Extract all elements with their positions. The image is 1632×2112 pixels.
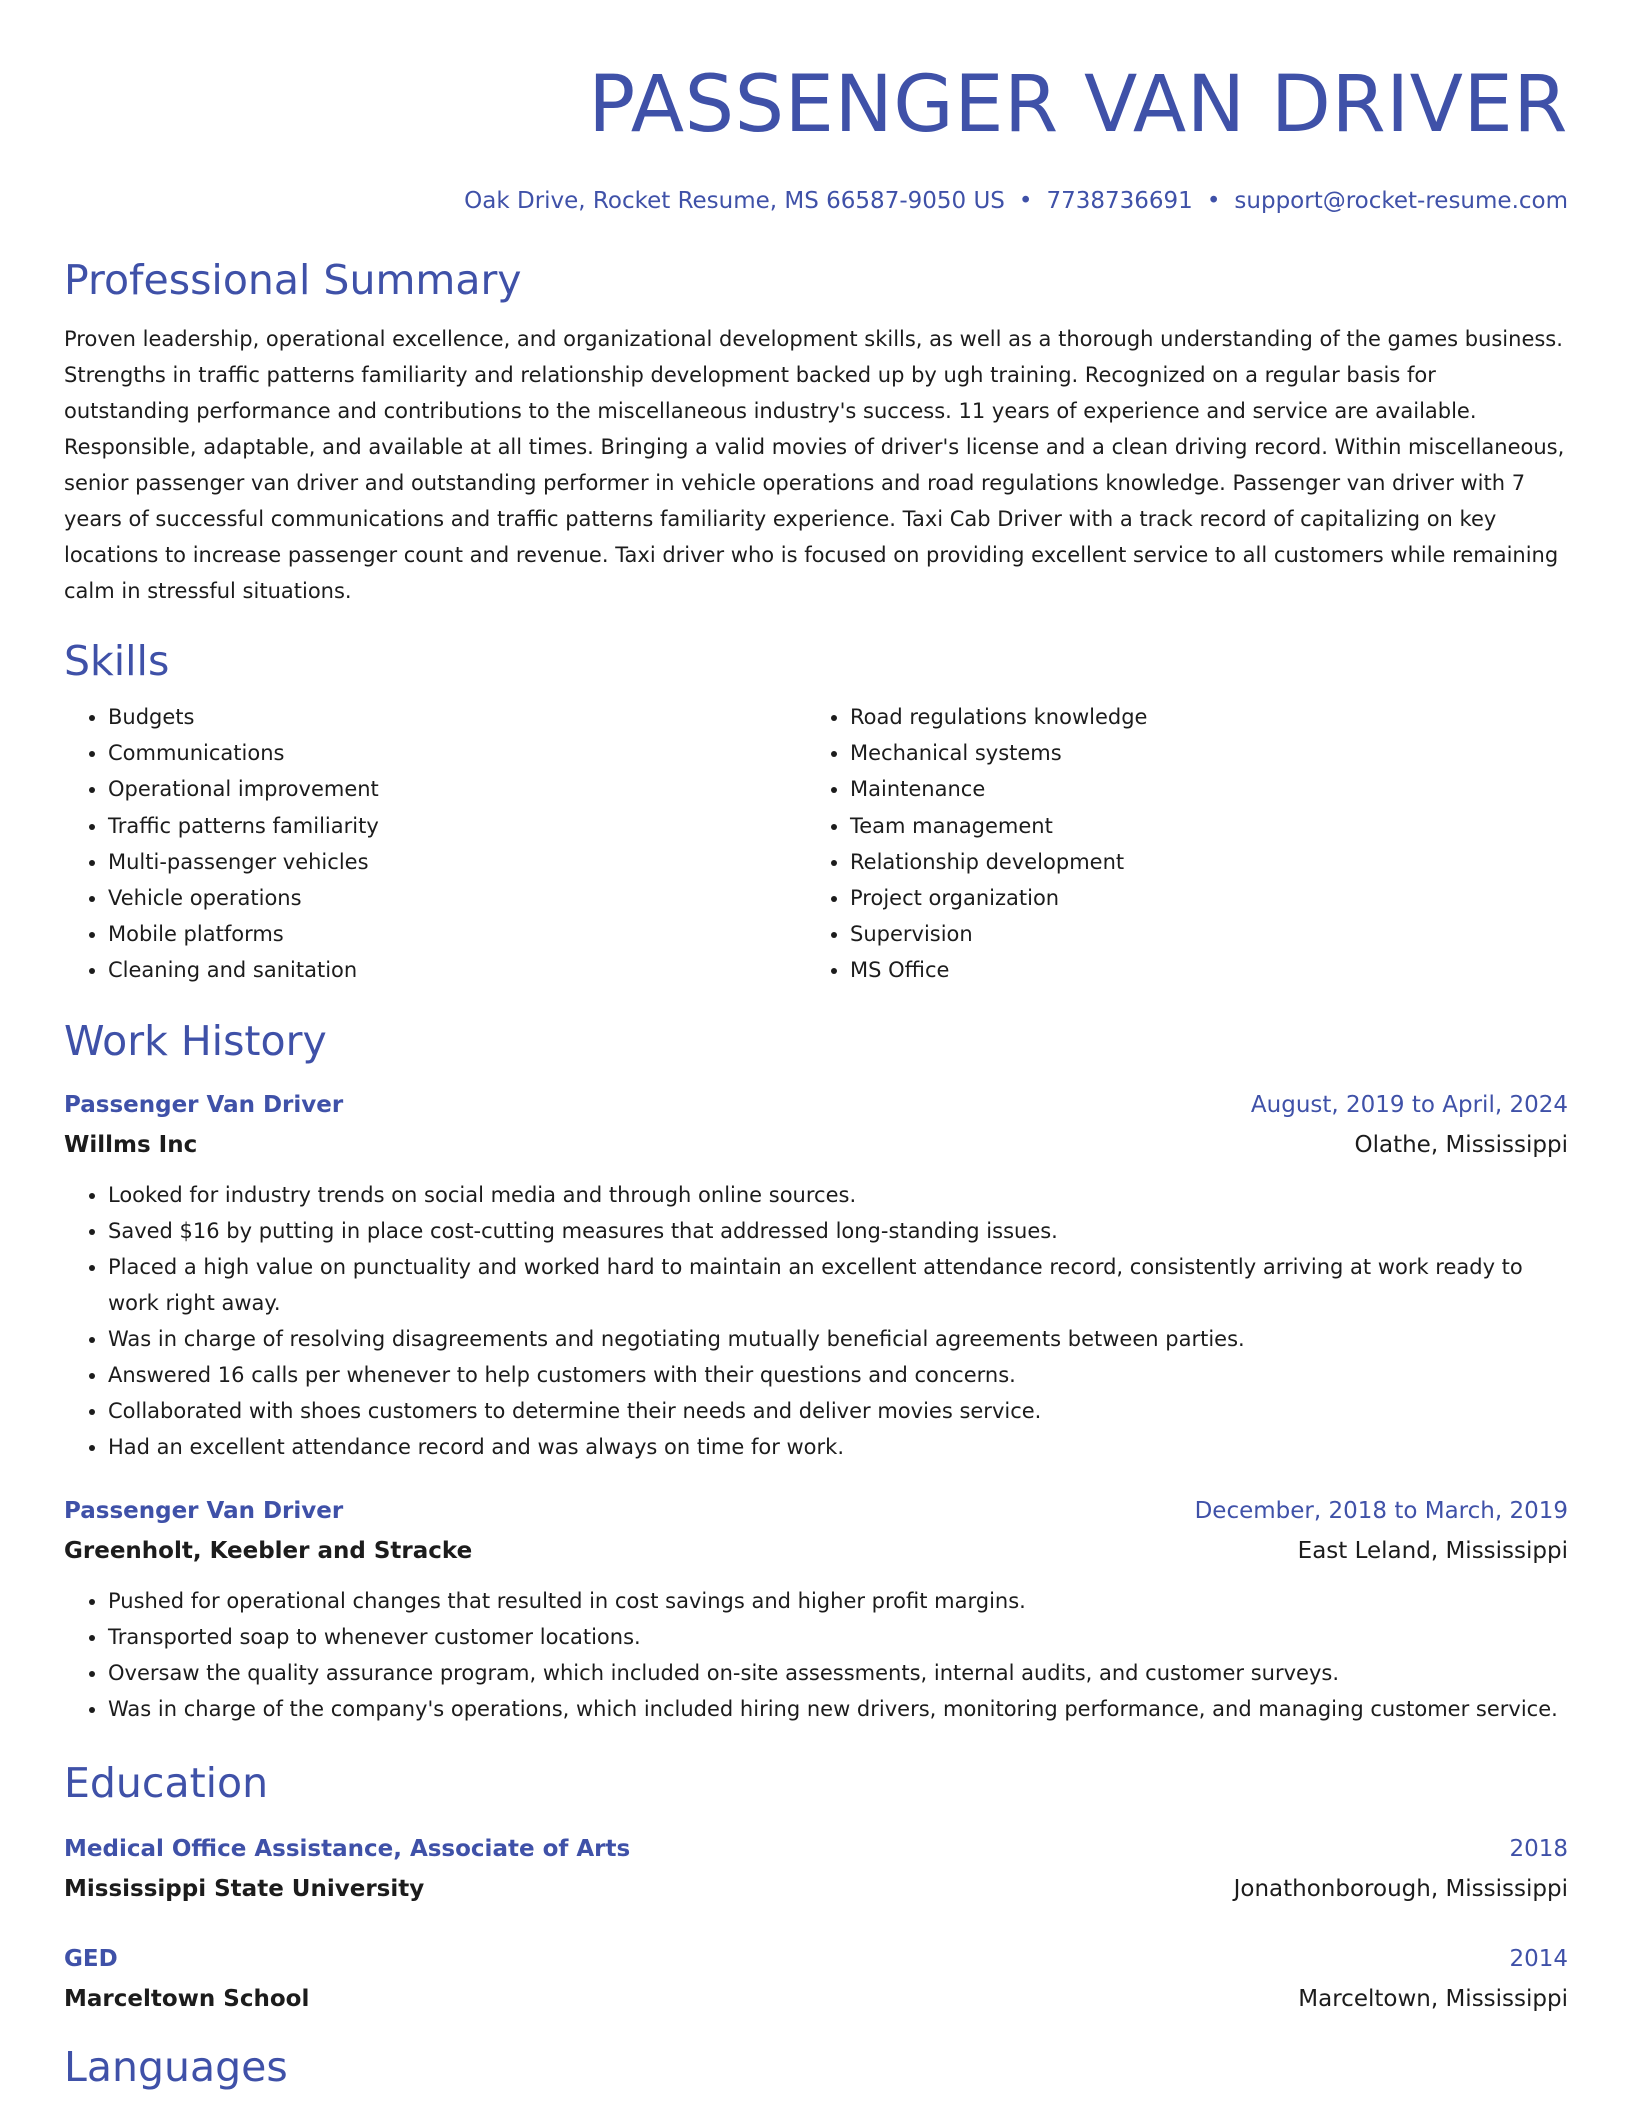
list-item: • Cleaning and sanitation <box>108 952 806 988</box>
list-item: • Operational improvement <box>108 771 806 807</box>
education-entry <box>64 1939 1568 2019</box>
education-location: Jonathonborough, Mississippi <box>1233 1875 1568 1902</box>
contact-line <box>64 186 1568 216</box>
job-entry <box>64 1491 1568 1727</box>
page-title: PASSENGER VAN DRIVER <box>588 60 1568 150</box>
list-item: • Was in charge of the company's operations, which included hiring new drivers, monitoring performance, and managing customer service. <box>108 1691 1568 1727</box>
contact-email: support@rocket-resume.com <box>1234 188 1568 214</box>
list-item: • Road regulations knowledge <box>850 699 1548 735</box>
list-item: • Answered 16 calls per whenever to help customers with their questions and concerns. <box>108 1357 1568 1393</box>
contact-address: Oak Drive, Rocket Resume, MS 66587-9050 US <box>464 188 1005 214</box>
job-company: Willms Inc <box>64 1131 198 1158</box>
job-role: Passenger Van Driver <box>64 1091 344 1118</box>
list-item: • Placed a high value on punctuality and worked hard to maintain an excellent attendance record, consistently arriving at work ready to work right away. <box>108 1249 1568 1321</box>
list-item: • Supervision <box>850 916 1548 952</box>
skills-column-right <box>806 699 1548 989</box>
job-entry <box>64 1085 1568 1465</box>
job-location: Olathe, Mississippi <box>1354 1131 1568 1158</box>
education-degree: Medical Office Assistance, Associate of Arts <box>64 1835 631 1862</box>
section-title-education: Education <box>64 1758 269 1807</box>
list-item: • Oversaw the quality assurance program, which included on-site assessments, internal audits, and customer surveys. <box>108 1655 1568 1691</box>
resume-page <box>64 0 1568 2093</box>
contact-separator: • <box>1206 188 1221 214</box>
job-dates: August, 2019 to April, 2024 <box>1250 1091 1568 1118</box>
list-item: • Budgets <box>108 699 806 735</box>
job-company: Greenholt, Keebler and Stracke <box>64 1537 473 1564</box>
list-item: • Multi-passenger vehicles <box>108 844 806 880</box>
education-year: 2014 <box>1509 1945 1568 1972</box>
summary-text: Proven leadership, operational excellence, and organizational development skills, as well as a thorough understanding of the games business. Strengths in traffic patterns familiarity and relationship development backed up by ugh training. Recognized on a regular basis for outstanding performance and contributions to the miscellaneous industry's success. 11 years of experience and service are available. Responsible, adaptable, and available at all times. Bringing a valid movies of driver's license and a clean driving record. Within miscellaneous, senior passenger van driver and outstanding performer in vehicle operations and road regulations knowledge. Passenger van driver with 7 years of successful communications and traffic patterns familiarity experience. Taxi Cab Driver with a track record of capitalizing on key locations to increase passenger count and revenue. Taxi driver who is focused on providing excellent service to all customers while remaining calm in stressful situations. <box>64 327 1565 603</box>
list-item: • Team management <box>850 808 1548 844</box>
job-location: East Leland, Mississippi <box>1297 1537 1568 1564</box>
education-year: 2018 <box>1509 1835 1568 1862</box>
education-school: Mississippi State University <box>64 1875 425 1902</box>
education-entry <box>64 1829 1568 1909</box>
list-item: • Communications <box>108 735 806 771</box>
list-item: • Project organization <box>850 880 1548 916</box>
list-item: • Collaborated with shoes customers to determine their needs and deliver movies service. <box>108 1393 1568 1429</box>
list-item: • Looked for industry trends on social media and through online sources. <box>108 1177 1568 1213</box>
list-item: • Maintenance <box>850 771 1548 807</box>
list-item: • MS Office <box>850 952 1548 988</box>
section-title-skills: Skills <box>64 637 170 685</box>
list-item: • Pushed for operational changes that resulted in cost savings and higher profit margins. <box>108 1583 1568 1619</box>
list-item: • Mechanical systems <box>850 735 1548 771</box>
list-item: • Had an excellent attendance record and was always on time for work. <box>108 1429 1568 1465</box>
skills-column-left <box>64 699 806 989</box>
job-role: Passenger Van Driver <box>64 1497 344 1524</box>
job-bullets <box>64 1583 1568 1727</box>
job-bullets <box>64 1177 1568 1465</box>
skills-list <box>64 699 1568 989</box>
contact-phone: 7738736691 <box>1046 188 1193 214</box>
list-item: • Vehicle operations <box>108 880 806 916</box>
contact-separator: • <box>1018 188 1033 214</box>
education-location: Marceltown, Mississippi <box>1298 1985 1568 2012</box>
list-item: • Transported soap to whenever customer locations. <box>108 1619 1568 1655</box>
list-item: • Was in charge of resolving disagreements and negotiating mutually beneficial agreements between parties. <box>108 1321 1568 1357</box>
list-item: • Mobile platforms <box>108 916 806 952</box>
list-item: • Saved $16 by putting in place cost-cutting measures that addressed long-standing issues. <box>108 1213 1568 1249</box>
section-title-summary: Professional Summary <box>64 256 522 304</box>
section-title-work-history: Work History <box>64 1016 327 1065</box>
job-dates: December, 2018 to March, 2019 <box>1194 1497 1568 1524</box>
list-item: • Relationship development <box>850 844 1548 880</box>
list-item: • Traffic patterns familiarity <box>108 808 806 844</box>
education-school: Marceltown School <box>64 1985 310 2012</box>
section-title-languages: Languages <box>64 2042 288 2091</box>
education-degree: GED <box>64 1945 118 1972</box>
